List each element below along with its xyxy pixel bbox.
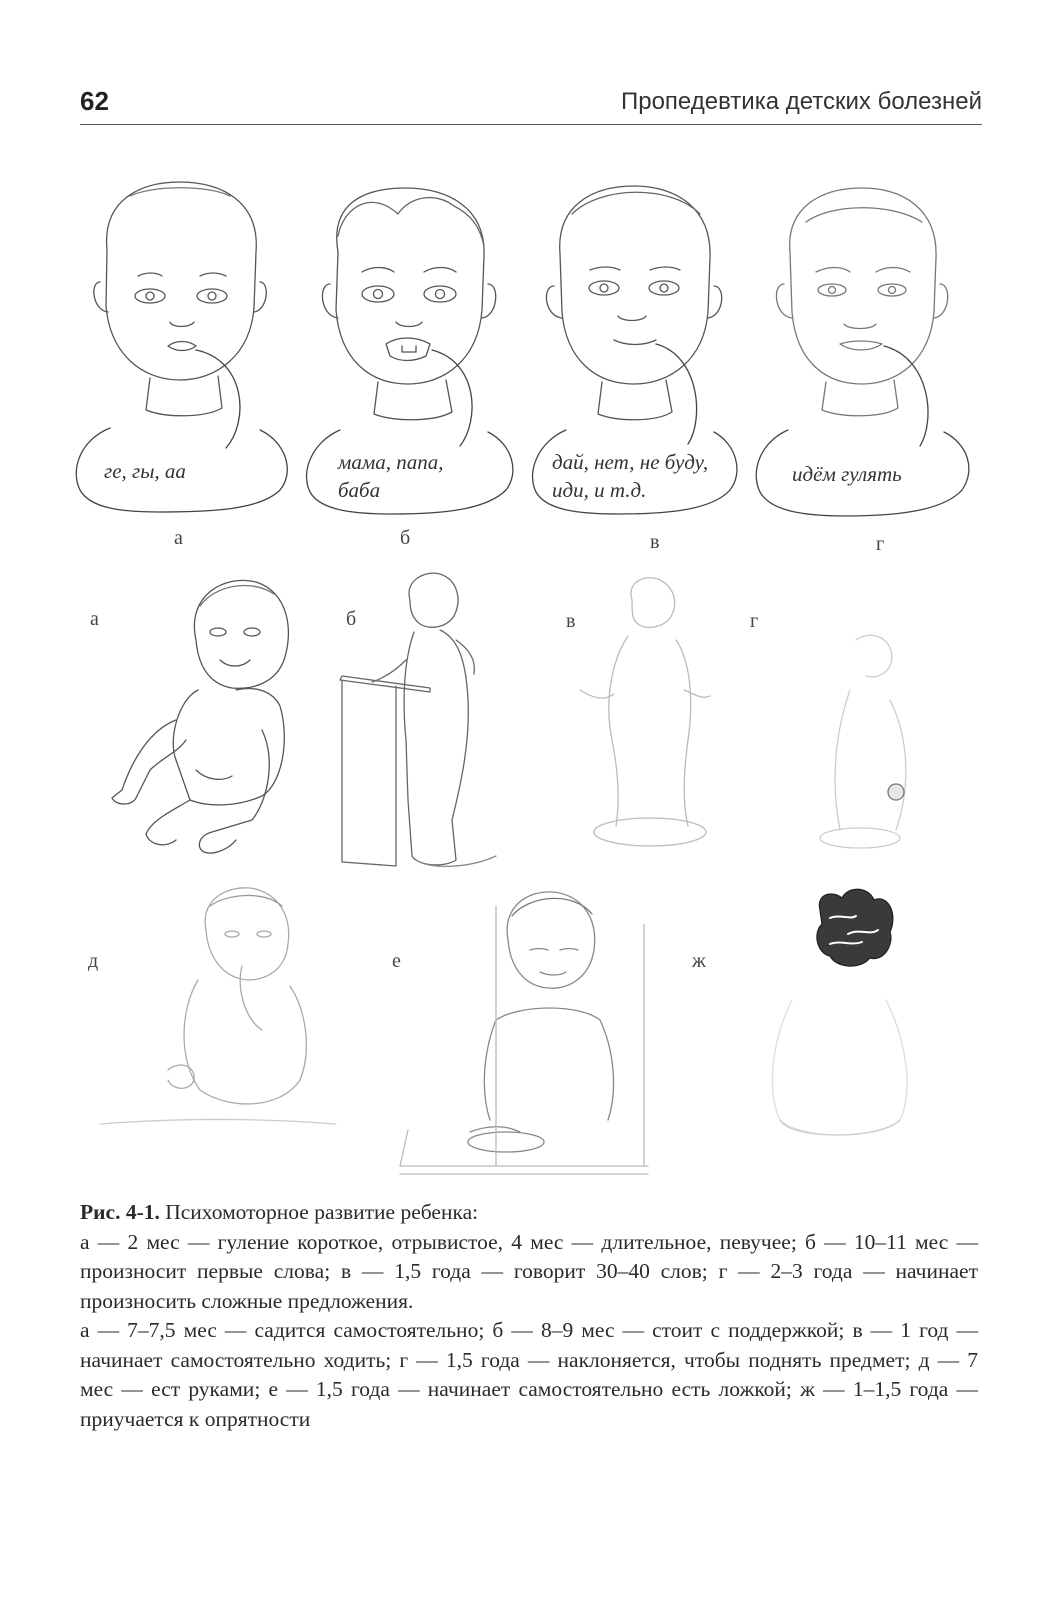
- speech-text-b-line1: мама, папа,: [338, 450, 444, 474]
- panel-letter-self-care-zh: ж: [692, 950, 706, 972]
- speech-text-v-line1: дай, нет, не буду,: [552, 450, 709, 474]
- panel-letter-motor-b: б: [346, 608, 357, 630]
- ball-icon: [888, 784, 904, 800]
- panel-letter-motor-g: г: [750, 610, 759, 632]
- baby-eating-with-hands-illustration: [100, 888, 336, 1124]
- toddler-head-v-illustration: [546, 186, 721, 420]
- caption-title-line: [80, 1198, 978, 1228]
- speech-tail-b: [432, 350, 472, 446]
- sitting-baby-illustration: [112, 580, 288, 853]
- speech-tail-g: [884, 346, 928, 446]
- figure-title: Психомоторное развитие ребенка:: [165, 1200, 479, 1224]
- panel-letter-speech-v: в: [650, 531, 660, 553]
- speech-text-a: ге, гы, аа: [104, 459, 186, 483]
- panel-letter-self-care-d: д: [88, 950, 99, 972]
- panel-letter-motor-a: а: [90, 608, 99, 630]
- infant-head-b-illustration: [322, 188, 495, 420]
- standing-baby-with-support-illustration: [340, 573, 496, 866]
- child-eating-with-spoon-illustration: [400, 892, 648, 1174]
- panel-letter-self-care-e: е: [392, 950, 401, 972]
- speech-tail-a: [196, 350, 240, 448]
- figure-caption: [80, 1198, 978, 1434]
- bending-child-illustration: [820, 635, 906, 848]
- walking-baby-illustration: [580, 578, 710, 846]
- speech-text-g: идём гулять: [792, 462, 902, 486]
- running-title: Пропедевтика детских болезней: [620, 88, 982, 115]
- child-toilet-training-illustration: [772, 889, 907, 1135]
- figure-label: Рис. 4-1.: [80, 1200, 160, 1224]
- caption-paragraph-speech: а — 2 мес — гуление короткое, отрывистое, 4 мес — длительное, певучее; б — 10–11 мес — произносит первые слова; в — 1,5 года — говорит 30–40 слов; г — 2–3 года — начинает произносить сложные предложения.: [80, 1229, 978, 1313]
- page-number: 62: [80, 86, 109, 116]
- panel-letter-speech-b: б: [400, 527, 411, 549]
- panel-letter-speech-g: г: [876, 533, 885, 555]
- panel-letter-motor-v: в: [566, 610, 576, 632]
- caption-paragraph-motor: а — 7–7,5 мес — садится самостоятельно; б — 8–9 мес — стоит с поддержкой; в — 1 год — начинает самостоятельно ходить; г — 1,5 года — наклоняется, чтобы поднять предмет; д — 7 мес — ест руками; е — 1,5 года — начинает самостоятельно есть ложкой; ж — 1–1,5 года — приучается к опрятности: [80, 1318, 978, 1431]
- infant-head-a-illustration: [94, 182, 266, 416]
- panel-letter-speech-a: а: [174, 527, 183, 549]
- speech-text-b-line2: баба: [338, 478, 381, 502]
- speech-text-v-line2: иди, и т.д.: [552, 478, 647, 502]
